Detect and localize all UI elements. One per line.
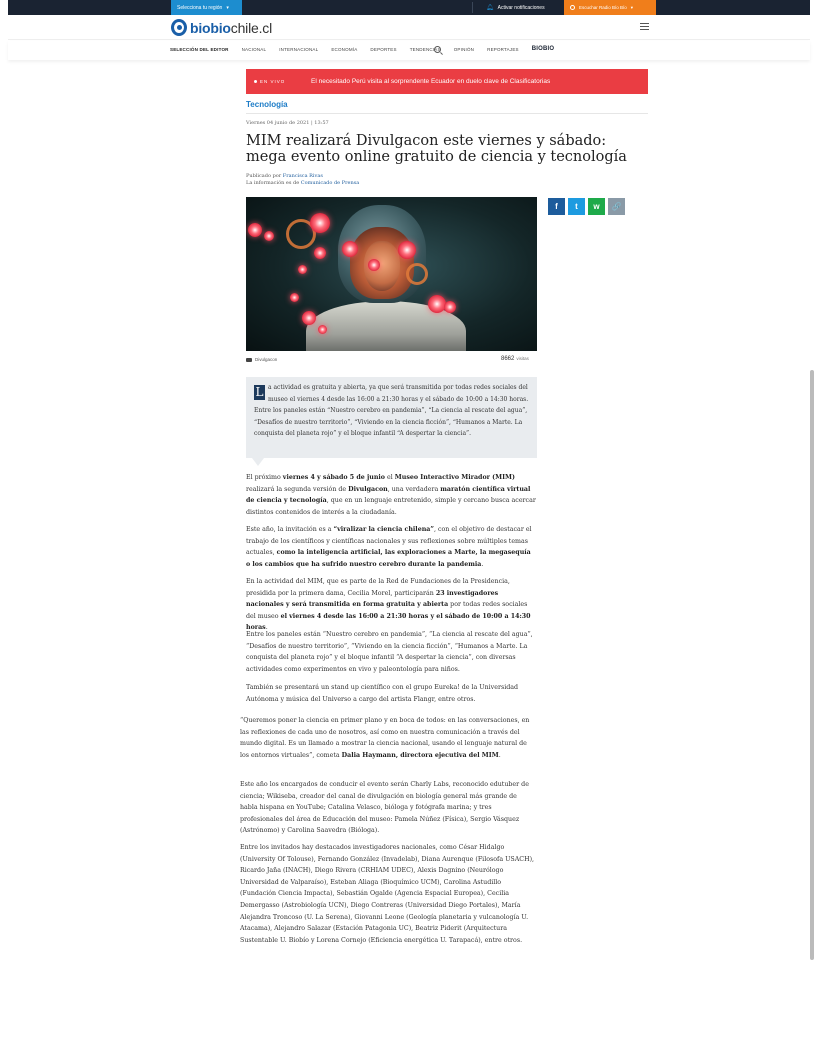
bell-icon: 🔔︎ [486, 5, 494, 11]
nav-item-editor[interactable]: SELECCIÓN DEL EDITOR [170, 47, 229, 52]
camera-icon [246, 358, 252, 362]
view-count-value: 8662 [501, 356, 515, 362]
site-logo[interactable] [171, 19, 272, 36]
p2-text: . [481, 560, 484, 568]
logo-text-light: chile.cl [230, 19, 272, 36]
heart-icon [302, 311, 316, 325]
topbar-divider [472, 2, 473, 13]
live-tag: EN VIVO [260, 79, 286, 84]
nav-item-biobio[interactable]: BIOBIO [531, 46, 555, 52]
author-link[interactable]: Francisca Rivas [282, 173, 323, 179]
notifications-label: Activar notificaciones [497, 4, 545, 11]
heart-icon [428, 295, 446, 313]
article-title: MIM realizará Divulgacon este viernes y sábado: mega evento online gratuito de ciencia y tecnología [246, 133, 627, 165]
paragraph-5: También se presentará un stand up científico con el grupo Eureka! de la Universidad Autónoma y música del Universo a cargo del artista Flangr, entre otros. [246, 684, 519, 703]
top-bar [8, 0, 810, 15]
category-divider [246, 113, 648, 114]
main-nav [8, 41, 810, 60]
p1-text: , que en un lenguaje entretenido, simple y cercano busca acercar distintos contenidos de interés a la ciudadanía. [246, 497, 536, 516]
heart-icon [310, 213, 330, 233]
radio-icon [570, 5, 575, 10]
p1-bold: viernes 4 y sábado 5 de junio [282, 474, 386, 481]
twitter-share-button[interactable]: t [568, 198, 585, 215]
logo-text-bold: biobio [190, 19, 231, 36]
article-date: Viernes 04 junio de 2021 | 13:57 [246, 120, 329, 126]
byline [246, 173, 359, 187]
byline-prefix: Publicado por [246, 173, 282, 179]
paragraph-3 [246, 576, 537, 634]
category-link[interactable]: Tecnología [246, 100, 288, 109]
menu-icon[interactable] [640, 23, 649, 32]
p1-text: realizará la segunda versión de [246, 485, 349, 493]
live-message: El necesitado Perú visita al sorprendente Ecuador en duelo clave de Clasificatorias [311, 78, 551, 85]
ring-shape [406, 263, 428, 285]
p2-text: Este año, la invitación es a [246, 526, 334, 533]
p1-text: , una verdadera [387, 485, 441, 493]
search-icon[interactable] [434, 46, 441, 53]
p6-text: . [498, 751, 501, 759]
logo-icon [171, 19, 187, 36]
header [8, 15, 810, 40]
p3-bold: 23 investigadores nacionales y será transmitida en forma gratuita y abierta [246, 589, 499, 609]
paragraph-2 [246, 524, 537, 570]
p3-bold: el viernes 4 desde las 16:00 a 21:30 horas y el sábado de 10:00 a 14:30 horas [246, 612, 531, 632]
source-prefix: La información es de [246, 180, 300, 186]
heart-icon [248, 223, 262, 237]
source-link[interactable]: Comunicado de Prensa [300, 180, 360, 186]
image-caption [246, 357, 277, 362]
p1-bold: Museo Interactivo Mirador (MIM) [394, 474, 515, 481]
region-selector-button[interactable] [171, 0, 242, 15]
p2-text: , con el objetivo de destacar el trabajo de los científicos y científicas nacionales y sus reflexiones sobre múltiples temas actuales, [246, 526, 532, 557]
notifications-button[interactable] [486, 0, 545, 15]
copy-link-button[interactable]: 🔗 [608, 198, 625, 215]
nav-item-economia[interactable]: ECONOMÍA [331, 47, 358, 52]
region-label: Selecciona tu región [177, 4, 223, 11]
p1-text: el [385, 474, 395, 481]
paragraph-1 [246, 472, 537, 518]
nav-item-opinion[interactable]: OPINIÓN [453, 47, 475, 52]
scrollbar[interactable] [810, 370, 814, 960]
heart-icon [264, 231, 274, 241]
heart-icon [318, 325, 327, 334]
radio-label: Escuchar Radio Bío Bío [579, 5, 627, 10]
summary-pointer [252, 458, 264, 466]
view-count [501, 356, 529, 362]
live-banner[interactable] [246, 69, 648, 94]
chevron-down-icon: ▾ [630, 4, 634, 10]
image-caption-text: Divulgacon [255, 357, 278, 362]
paragraph-7: Este año los encargados de conducir el evento serán Charly Labs, reconocido edutuber de ciencia; Wikiseba, creador del canal de divulgación en biología general más grande de habla hispana en YouTube; Catalina Velasco, bióloga y fotógrafa marina; y tres profesionales del área de Educación del museo: Pamela Núñez (Física), Sergio Vásquez (Astrónomo) y Carolina Saavedra (Bióloga). [240, 781, 529, 835]
heart-icon [314, 247, 326, 259]
paragraph-8: Entre los invitados hay destacados investigadores nacionales, como César Hidalgo (University Of Tolouse), Fernando González (Invadelab), Diana Aurenque (Filosofa USACH), Ricardo Jaña (INACH), Diego Rivera (CRHIAM UDEC), Alexis Dagnino (Neurólogo Universidad de Valparaíso), Esteban Aliaga (Bioquímico UCM), Carolina Astudillo (Fundación Ciencia Impacta), Sebastián Ogalde (Agencia Espacial Europea), Cecilia Demergasso (Astrobiología UCN), Diego Contreras (Universidad Diego Portales), María Alejandra Troncoso (U. La Serena), Giovanni Leone (Geología planetaria y vulcanología U. Atacama), Alejandro Salazar (Estación Patagonia UC), Beatriz Piderit (Arquitectura Sustentable U. Biobío y Lorena Cornejo (Eficiencia energética U. Tarapacá), entre otros. [240, 844, 535, 944]
article-summary [246, 377, 537, 458]
heart-icon [398, 241, 416, 259]
p3-text: . [265, 624, 268, 632]
nav-item-tendencias[interactable]: TENDENCIAS [409, 47, 441, 52]
heart-icon [298, 265, 307, 274]
nav-item-reportajes[interactable]: REPORTAJES [487, 47, 519, 52]
paragraph-4: Entre los paneles están “Nuestro cerebro en pandemia”, “La ciencia al rescate del agua”, “Desafíos de nuestro territorio”, “Viviendo en la ciencia ficción”, “Humanos a Marte. La conquista del planeta rojo” y el bloque infantil “A despertar la ciencia”, con diversas actividades como experimentos en vivo y paleontología para niños. [246, 631, 533, 673]
article-hero-image [246, 197, 537, 351]
heart-icon [368, 259, 380, 271]
p3-text: En la actividad del MIM, que es parte de la Red de Fundaciones de la Presidencia, presidida por la primera dama, Cecilia Morel, participarán [246, 578, 510, 597]
p2-bold: “viralizar la ciencia chilena” [333, 526, 434, 533]
heart-icon [444, 301, 456, 313]
live-dot-icon [254, 80, 257, 83]
p2-bold: como la inteligencia artificial, las exploraciones a Marte, la megasequía o los cambios que ha sufrido nuestro cerebro durante la pandemia [246, 549, 531, 568]
share-buttons [548, 198, 625, 215]
p6-bold: Dalia Haymann, directora ejecutiva del MIM [341, 751, 499, 759]
summary-drop-cap: L [255, 385, 264, 399]
p3-text: por todas redes sociales del museo [246, 601, 528, 620]
nav-item-deportes[interactable]: DEPORTES [370, 47, 397, 52]
heart-icon [342, 241, 358, 257]
view-count-label: visitas [516, 356, 529, 361]
nav-item-internacional[interactable]: INTERNACIONAL [279, 47, 319, 52]
listen-radio-button[interactable] [564, 0, 656, 15]
p6-text: “Queremos poner la ciencia en primer plano y en boca de todos: en las conversaciones, en las reflexiones de cada uno de nosotros, así como en nuestra comunicación a través del mundo digital. Es un llamado a mostrar la ciencia nacional, usando el lenguaje natural de los entornos virtuales”, cometa [240, 717, 530, 759]
whatsapp-share-button[interactable]: w [588, 198, 605, 215]
chevron-down-icon: ▾ [226, 4, 229, 11]
p1-text: El próximo [246, 474, 283, 481]
quote-paragraph [240, 715, 536, 761]
summary-text: a actividad es gratuita y abierta, ya que será transmitida por todas redes sociales del museo el viernes 4 desde las 16:00 a 21:30 horas y el sábado de 10:00 a 14:30 horas. Entre los paneles están “Nuestro cerebro en pandemia”, “La ciencia al rescate del agua”, “Desafíos de nuestro territorio”, “Viviendo en la ciencia ficción”, “Humanos a Marte. La conquista del planeta rojo” y el bloque infantil “A despertar la ciencia”. [254, 384, 529, 438]
nav-item-nacional[interactable]: NACIONAL [241, 47, 267, 52]
heart-icon [290, 293, 299, 302]
p1-bold: maratón científica virtual de ciencia y tecnología [246, 485, 531, 505]
p1-bold: Divulgacon [348, 485, 388, 493]
facebook-share-button[interactable]: f [548, 198, 565, 215]
